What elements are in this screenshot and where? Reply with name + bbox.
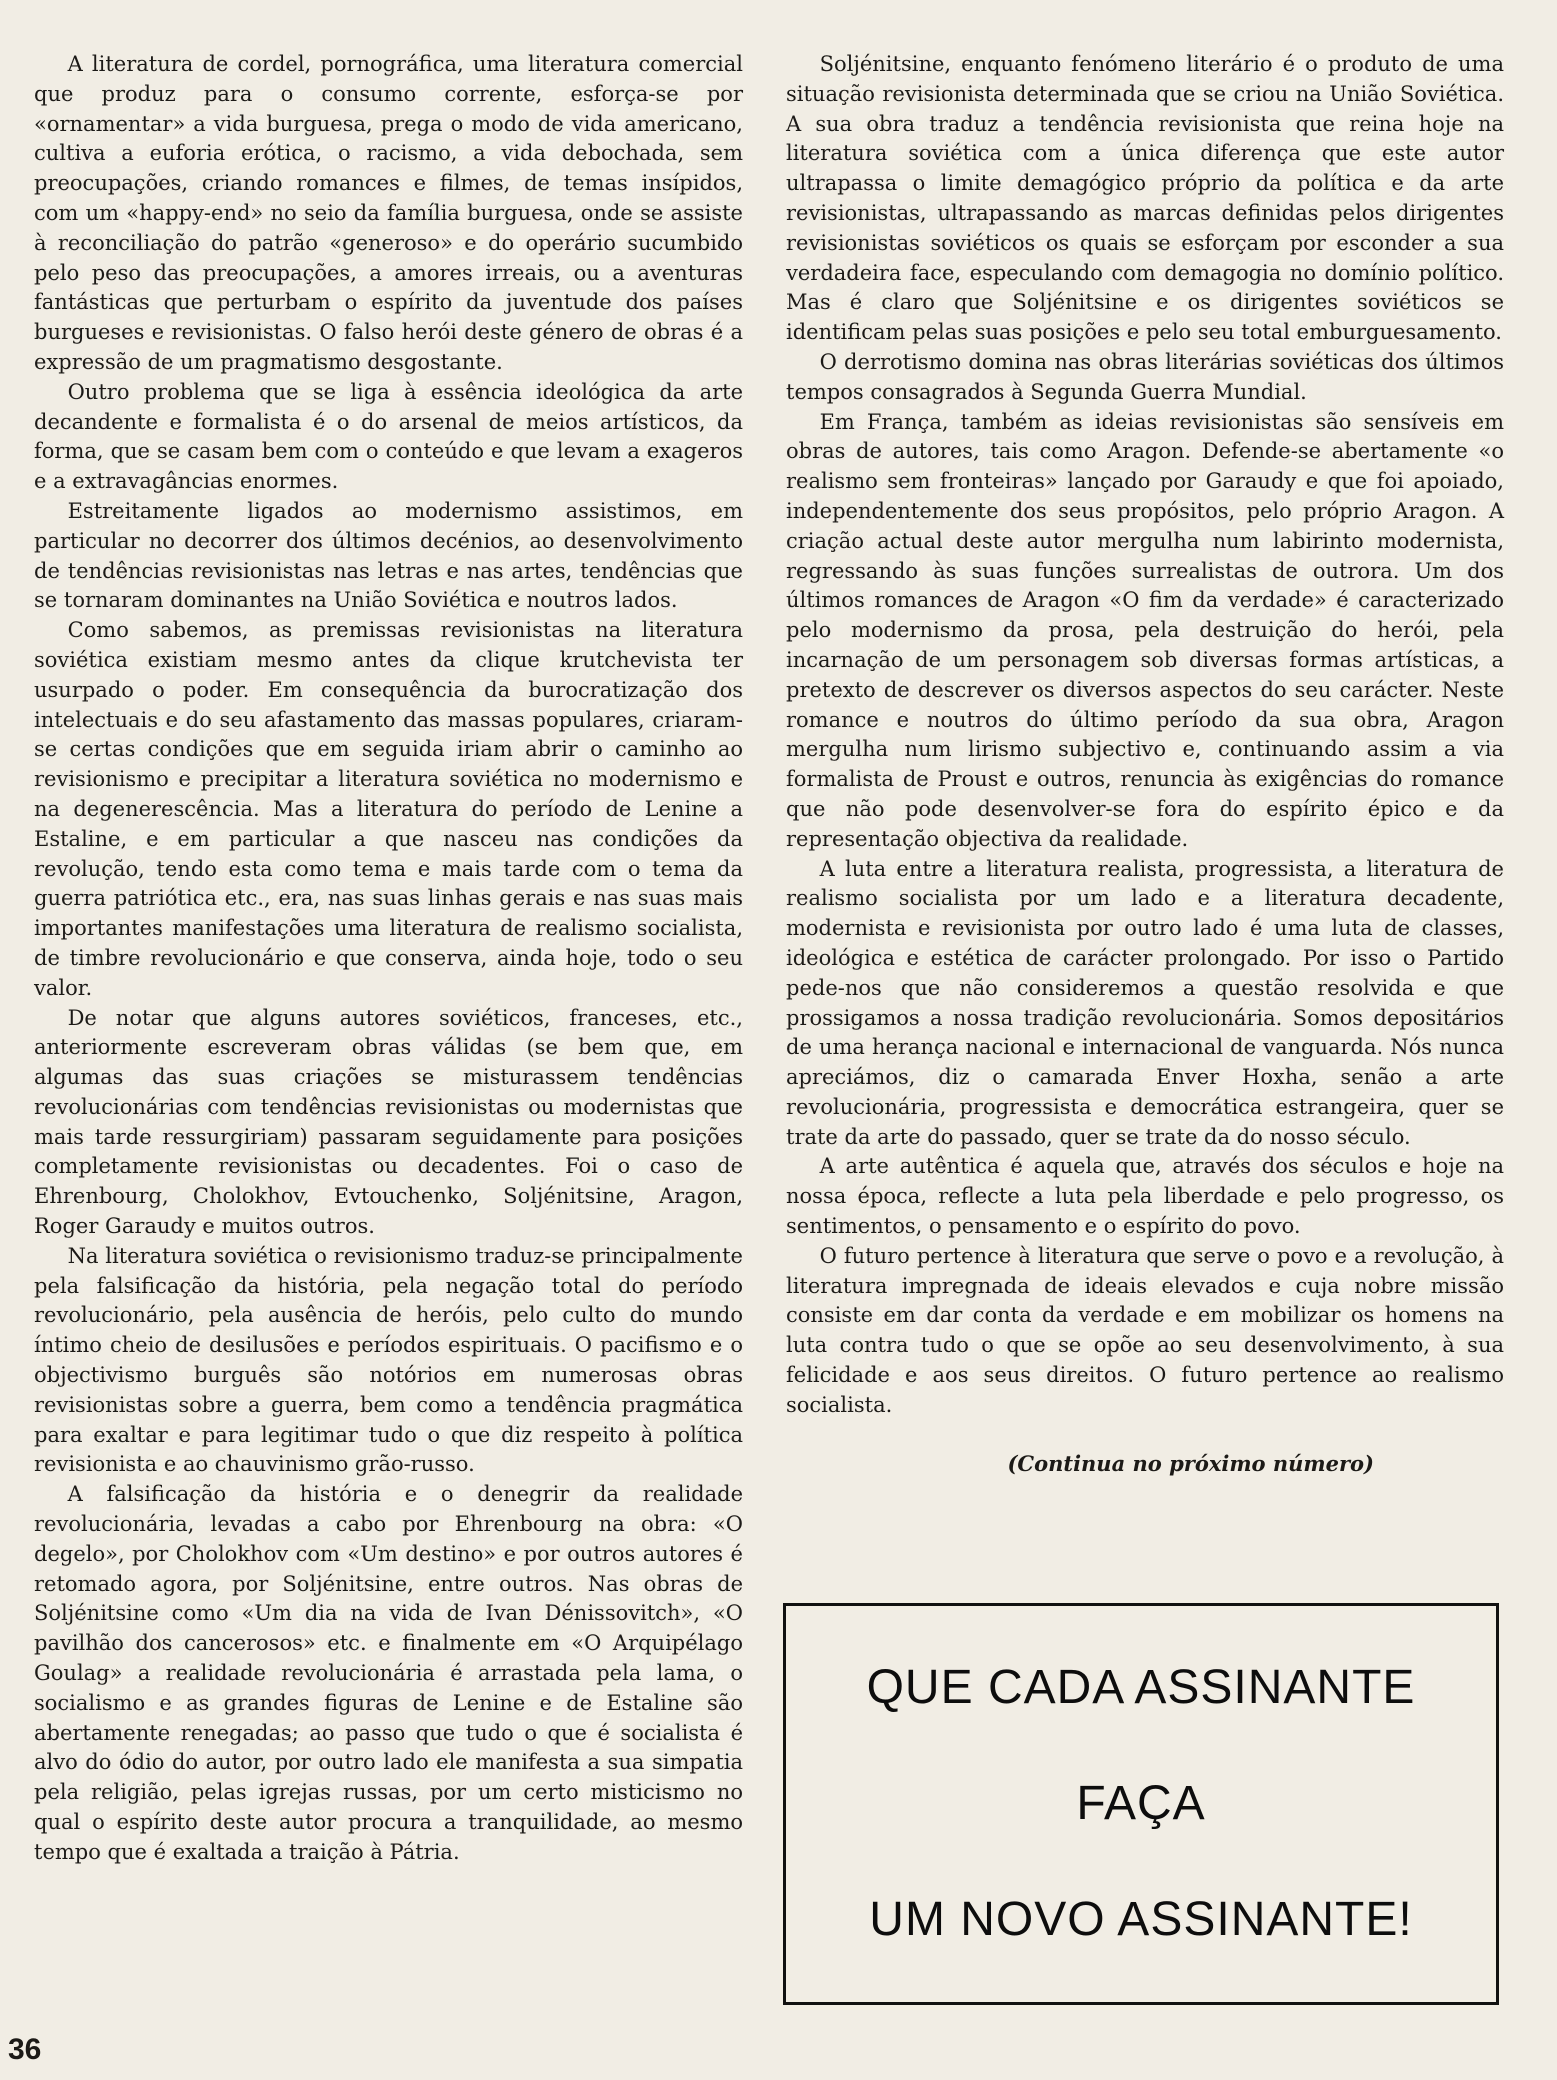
left-column: [34, 50, 743, 1868]
paragraph: O derrotismo domina nas obras literárias soviéticas dos últimos tempos consagrados à Segunda Guerra Mundial.: [786, 349, 1504, 404]
paragraph: Estreitamente ligados ao modernismo assistimos, em particular no decorrer dos últimos decénios, ao desenvolvimento de tendências revisionistas nas letras e nas artes, tendências que se tornaram dominantes na União Soviética e noutros lados.: [34, 498, 743, 613]
paragraph: Na literatura soviética o revisionismo traduz-se principalmente pela falsificação da história, pela negação total do período revolucionário, pela ausência de heróis, pelo culto do mundo íntimo cheio de desilusões e períodos espirituais. O pacifismo e o objectivismo burguês são notórios em numerosas obras revisionistas sobre a guerra, bem como a tendência pragmática para exaltar e para legitimar tudo o que diz respeito à política revisionista e ao chauvinismo grão-russo.: [34, 1243, 743, 1477]
callout-line: FAÇA: [1076, 1777, 1206, 1830]
paragraph: A luta entre a literatura realista, progressista, a literatura de realismo socialista por um lado e a literatura decadente, modernista e revisionista por outro lado é uma luta de classes, ideológica e estética de carácter prolongado. Por isso o Partido pede-nos que não consideremos a questão resolvida e que prossigamos a nossa tradição revolucionária. Somos depositários de uma herança nacional e internacional de vanguarda. Nós nunca apreciámos, diz o camarada Enver Hoxha, senão a arte revolucionária, progressista e democrática estrangeira, quer se trate da arte do passado, quer se trate da do nosso século.: [786, 856, 1504, 1149]
paragraph: A arte autêntica é aquela que, através dos séculos e hoje na nossa época, reflecte a luta pela liberdade e pelo progresso, os sentimentos, o pensamento e o espírito do povo.: [786, 1154, 1504, 1239]
right-column: [786, 50, 1504, 1478]
paragraph: A falsificação da história e o denegrir da realidade revolucionária, levadas a cabo por Ehrenbourg na obra: «O degelo», por Cholokhov com «Um destino» e por outros autores é retomado agora, por Soljénitsine, entre outros. Nas obras de Soljénitsine como «Um dia na vida de Ivan Dénissovitch», «O pavilhão dos cancerosos» etc. e finalmente em «O Arquipélago Goulag» a realidade revolucionária é arrastada pela lama, o socialismo e as grandes figuras de Lenine e de Estaline são abertamente renegadas; ao passo que tudo o que é socialista é alvo do ódio do autor, por outro lado ele manifesta a sua simpatia pela religião, pelas igrejas russas, por um certo misticismo no qual o espírito deste autor procura a tranquilidade, ao mesmo tempo que é exaltada a traição à Pátria.: [34, 1482, 743, 1864]
paragraph: A literatura de cordel, pornográfica, uma literatura comercial que produz para o consumo corrente, esforça-se por «ornamentar» a vida burguesa, prega o modo de vida americano, cultiva a euforia erótica, o racismo, a vida debochada, sem preocupações, criando romances e filmes, de temas insípidos, com um «happy-end» no seio da família burguesa, onde se assiste à reconciliação do patrão «generoso» e do operário sucumbido pelo peso das preocupações, a amores irreais, ou a aventuras fantásticas que perturbam o espírito da juventude dos países burgueses e revisionistas. O falso herói deste género de obras é a expressão de um pragmatismo desgostante.: [34, 52, 743, 374]
paragraph: O futuro pertence à literatura que serve o povo e a revolução, à literatura impregnada de ideais elevados e cuja nobre missão consiste em dar conta da verdade e em mobilizar os homens na luta contra tudo o que se opõe ao seu desenvolvimento, à sua felicidade e aos seus direitos. O futuro pertence ao realismo socialista.: [786, 1243, 1504, 1417]
paragraph: De notar que alguns autores soviéticos, franceses, etc., anteriormente escreveram obras válidas (se bem que, em algumas das suas criações se misturassem tendências revolucionárias com tendências revisionistas ou modernistas que mais tarde ressurgiriam) passaram seguidamente para posições completamente revisionistas ou decadentes. Foi o caso de Ehrenbourg, Cholokhov, Evtouchenko, Soljénitsine, Aragon, Roger Garaudy e muitos outros.: [34, 1005, 743, 1239]
page-number: 36: [8, 2033, 42, 2066]
callout-line: UM NOVO ASSINANTE!: [869, 1893, 1413, 1946]
callout-line: QUE CADA ASSINANTE: [866, 1661, 1416, 1714]
paragraph: Em França, também as ideias revisionistas são sensíveis em obras de autores, tais como Aragon. Defende-se abertamente «o realismo sem fronteiras» lançado por Garaudy e que foi apoiado, independentemente dos seus propósitos, pelo próprio Aragon. A criação actual deste autor mergulha num labirinto modernista, regressando às suas funções surrealistas de outrora. Um dos últimos romances de Aragon «O fim da verdade» é caracterizado pelo modernismo da prosa, pela destruição do herói, pela incarnação de um personagem sob diversas formas artísticas, a pretexto de descrever os diversos aspectos do seu carácter. Neste romance e noutros do último período da sua obra, Aragon mergulha num lirismo subjectivo e, continuando assim a via formalista de Proust e outros, renuncia às exigências do romance que não pode desenvolver-se fora do espírito épico e da representação objectiva da realidade.: [786, 409, 1504, 851]
continued-note: (Continua no próximo número): [1007, 1450, 1374, 1476]
paragraph: Soljénitsine, enquanto fenómeno literário é o produto de uma situação revisionista determinada que se criou na União Soviética. A sua obra traduz a tendência revisionista que reina hoje na literatura soviética com a única diferença que este autor ultrapassa o limite demagógico próprio da política e da arte revisionistas, ultrapassando as marcas definidas pelos dirigentes revisionistas soviéticos os quais se esforçam por esconder a sua verdadeira face, especulando com demagogia no domínio político. Mas é claro que Soljénitsine e os dirigentes soviéticos se identificam pelas suas posições e pelo seu total emburguesamento.: [786, 52, 1504, 345]
paragraph: Outro problema que se liga à essência ideológica da arte decandente e formalista é o do arsenal de meios artísticos, da forma, que se casam bem com o conteúdo e que levam a exageros e a extravagâncias enormes.: [34, 379, 743, 494]
paragraph: Como sabemos, as premissas revisionistas na literatura soviética existiam mesmo antes da clique krutchevista ter usurpado o poder. Em consequência da burocratização dos intelectuais e do seu afastamento das massas populares, criaram-se certas condições que em seguida iriam abrir o caminho ao revisionismo e precipitar a literatura soviética no modernismo e na degenerescência. Mas a literatura do período de Lenine a Estaline, e em particular a que nasceu nas condições da revolução, tendo esta como tema e mais tarde com o tema da guerra patriótica etc., era, nas suas linhas gerais e nas suas mais importantes manifestações uma literatura de realismo socialista, de timbre revolucionário e que conserva, ainda hoje, todo o seu valor.: [34, 618, 743, 1000]
subscriber-callout-box: [783, 1603, 1499, 2005]
